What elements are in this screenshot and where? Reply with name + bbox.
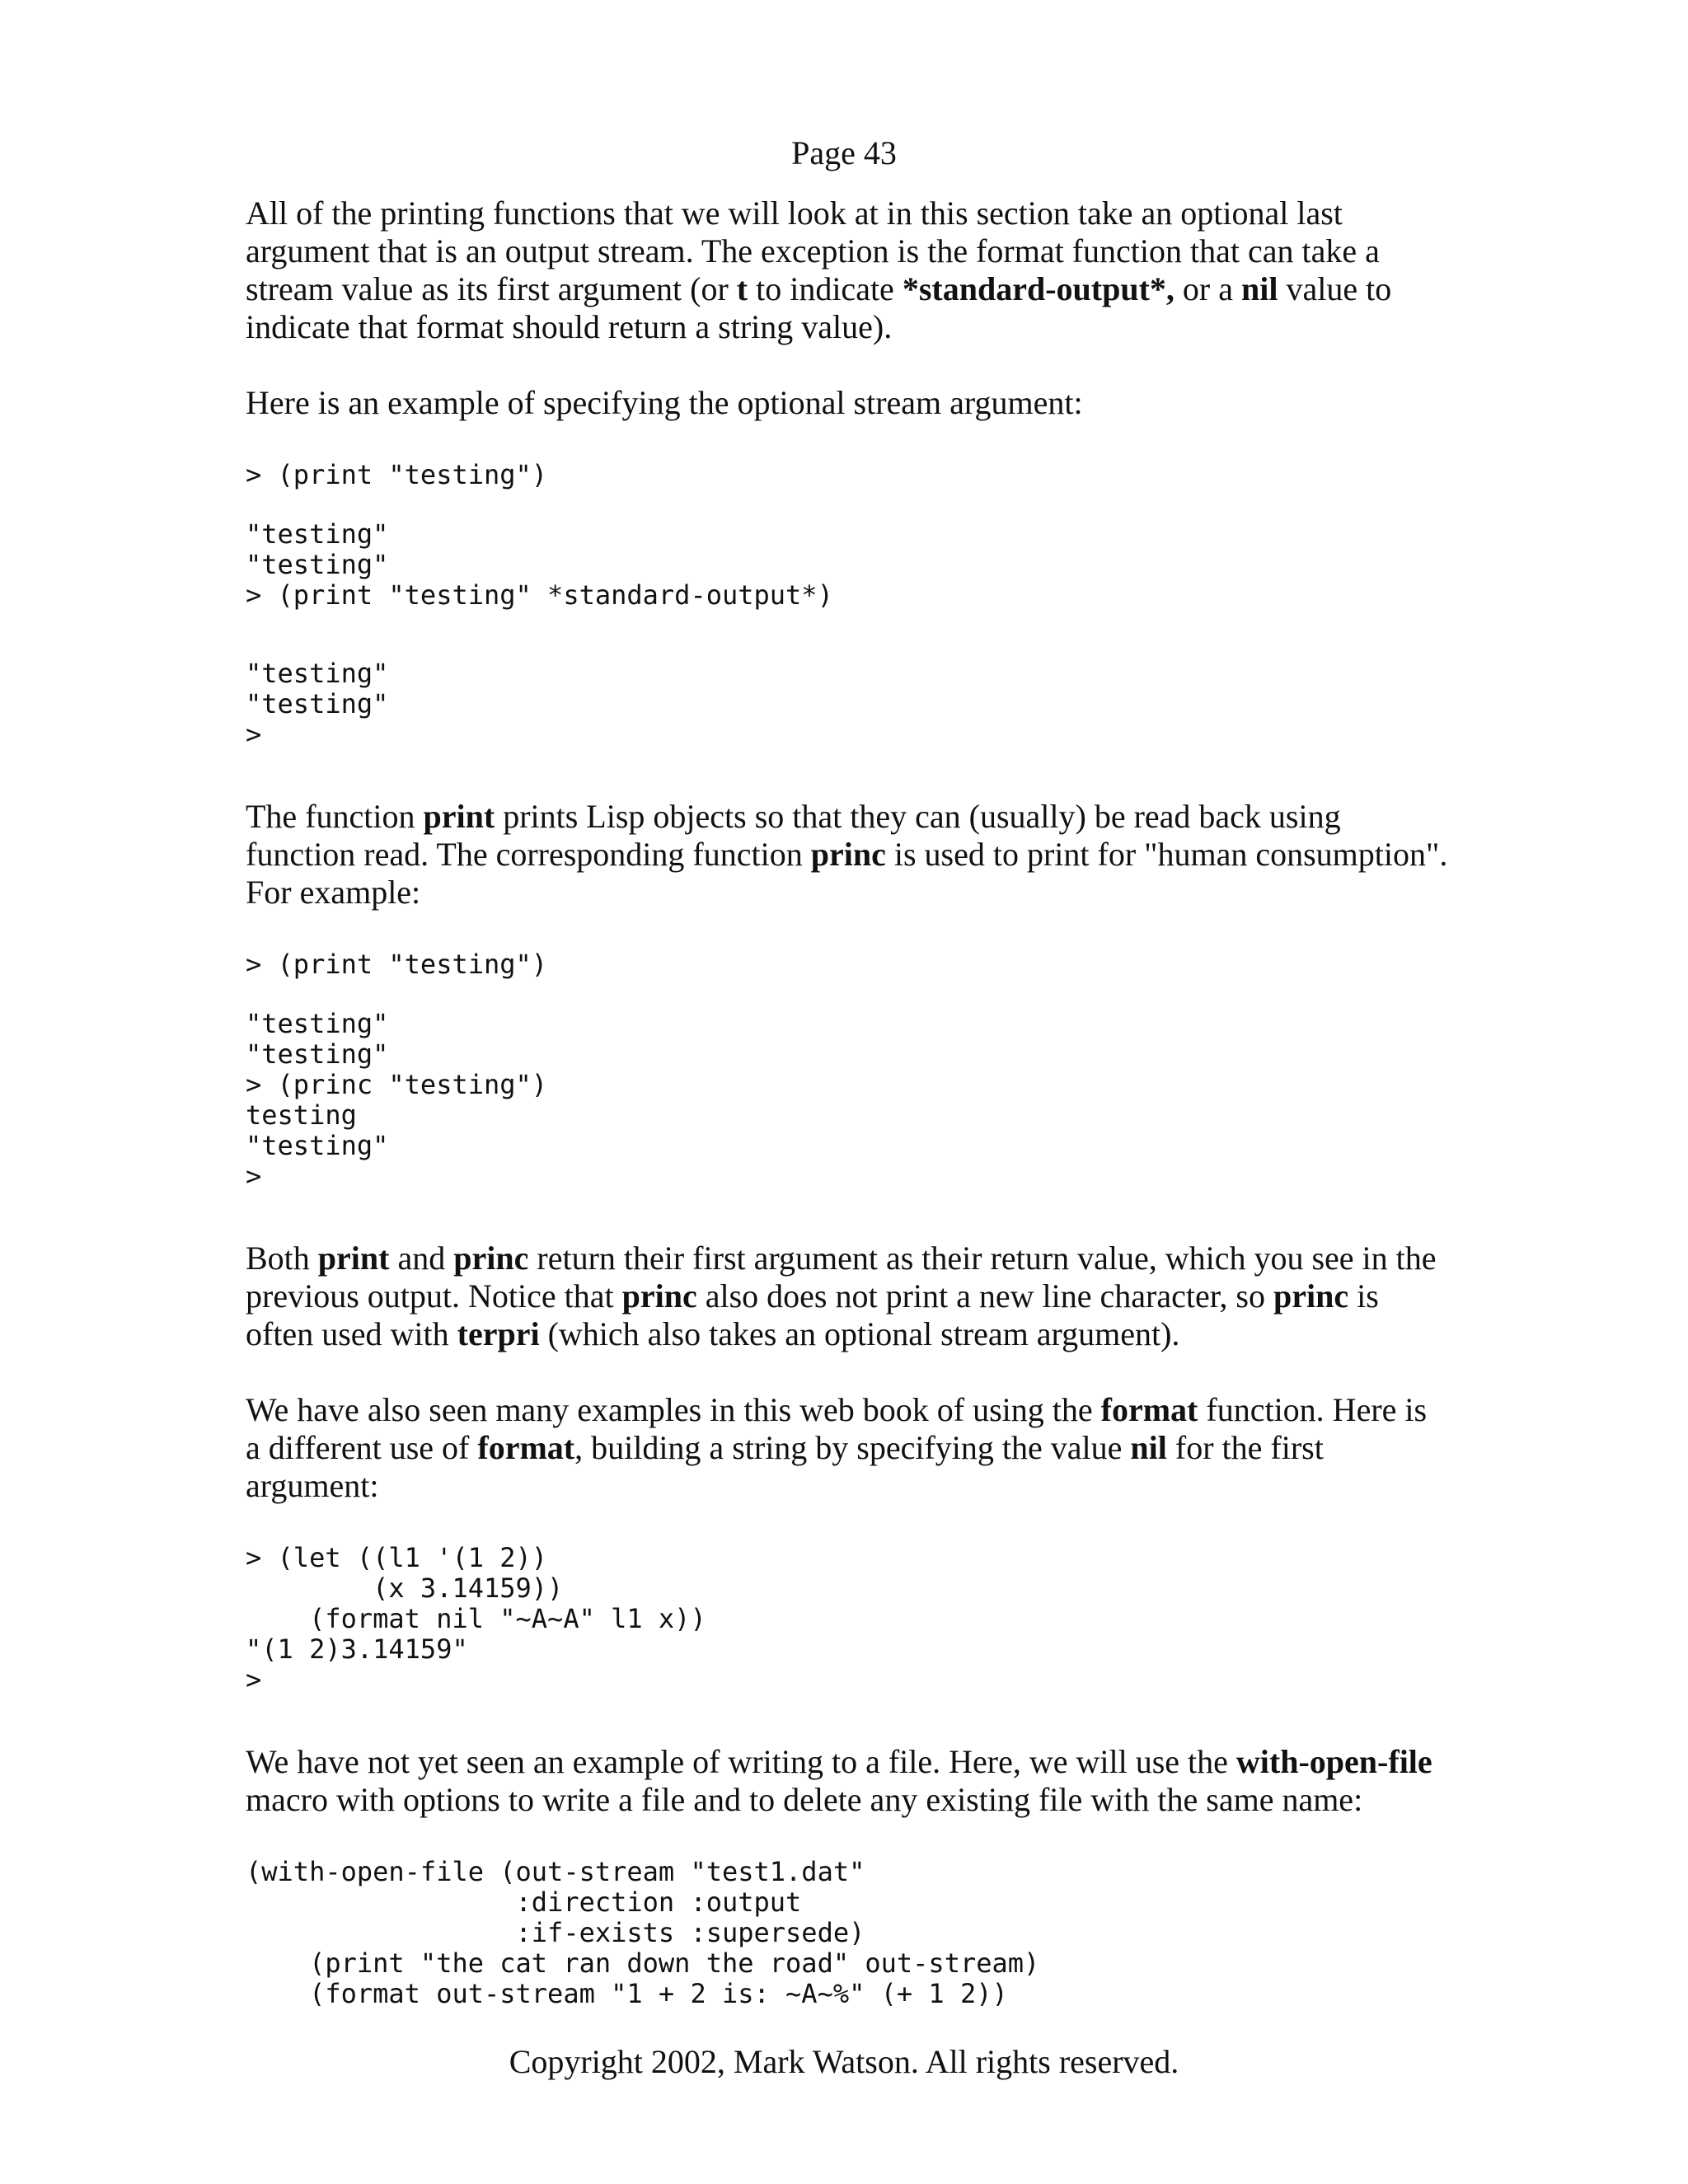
code-block-format-example: > (let ((l1 '(1 2)) (x 3.14159)) (format nil "~A~A" l1 x)) "(1 2)3.14159" > <box>246 1542 706 1695</box>
paragraph-with-open-file: We have not yet seen an example of writing to a file. Here, we will use the with-open-file macro with options to write a file and to delete any existing file with the same name: <box>246 1743 1432 1818</box>
code-block-print-call-2: > (print "testing") <box>246 949 548 980</box>
code-block-print-output: "testing" "testing" > (print "testing" *standard-output*) <box>246 518 833 611</box>
page-number: Page 43 <box>791 134 897 171</box>
code-block-standard-output-result: "testing" "testing" > <box>246 658 389 750</box>
paragraph-return-values: Both print and princ return their first argument as their return value, which you see in the previous output. Notice that princ also does not print a new line character, so princ is often used with terpri (which also takes an optional stream argument). <box>246 1240 1437 1352</box>
paragraph-print-princ: The function print prints Lisp objects so that they can (usually) be read back using function read. The corresponding function princ is used to print for "human consumption". For example: <box>246 798 1448 911</box>
copyright-footer: Copyright 2002, Mark Watson. All rights reserved. <box>509 2043 1179 2080</box>
paragraph-output-streams: All of the printing functions that we will look at in this section take an optional last argument that is an output stream. The exception is the format function that can take a stream value as its first argument (or t to indicate *standard-output*, or a nil value to indicate that format should return a string value). <box>246 194 1392 345</box>
code-block-princ-output: "testing" "testing" > (princ "testing") testing "testing" > <box>246 1008 548 1192</box>
code-block-print-call: > (print "testing") <box>246 459 548 490</box>
paragraph-format-nil: We have also seen many examples in this web book of using the format function. Here is a different use of format, building a string by specifying the value nil for the first argument: <box>246 1391 1428 1504</box>
page-content <box>246 194 1449 2009</box>
paragraph-stream-example-intro: Here is an example of specifying the optional stream argument: <box>246 384 1083 421</box>
code-block-with-open-file: (with-open-file (out-stream "test1.dat" :direction :output :if-exists :supersede) (print "the cat ran down the road" out-stream) (format out-stream "1 + 2 is: ~A~%" (+ 1 2)) <box>246 1856 1040 2009</box>
